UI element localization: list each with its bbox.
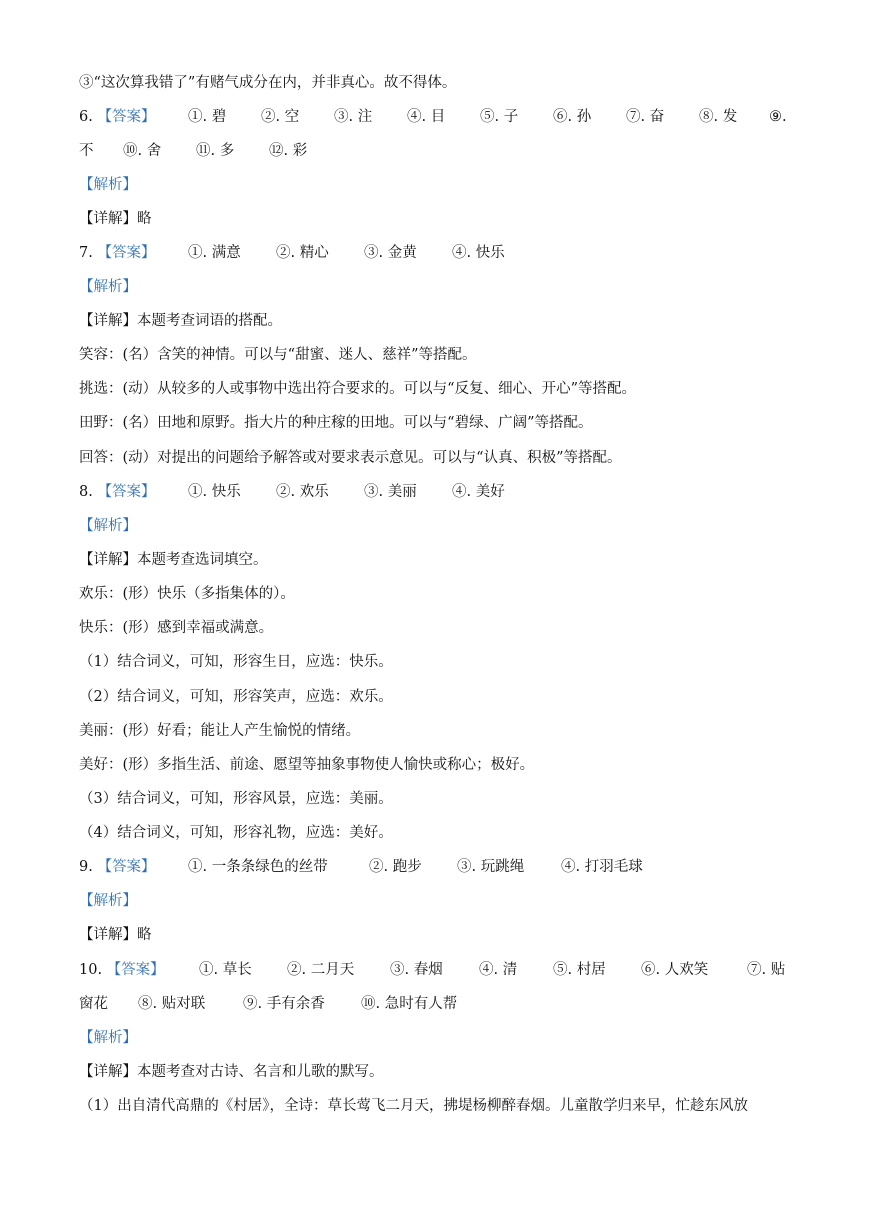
answer-item: ⑩. 舍 xyxy=(123,143,162,159)
text-line: （4）结合词义，可知，形容礼物，应选：美好。 xyxy=(79,825,393,841)
answer-item: ③. 春烟 xyxy=(390,962,443,978)
analysis-tag: 【解析】 xyxy=(79,279,137,295)
answer-item: ④. 清 xyxy=(479,962,518,978)
analysis-tag: 【解析】 xyxy=(79,518,137,534)
text-line: 快乐：(形）感到幸福或满意。 xyxy=(79,620,274,636)
analysis-tag: 【解析】 xyxy=(79,893,137,909)
answer-tag: 【答案】 xyxy=(97,484,156,500)
analysis-tag: 【解析】 xyxy=(79,1030,137,1046)
answer-item: ①. 草长 xyxy=(199,962,252,978)
answer-item: ⑤. 村居 xyxy=(553,962,606,978)
answer-line xyxy=(79,241,793,265)
text-line: （1）出自清代高鼎的《村居》，全诗：草长莺飞二月天，拂堤杨柳醉春烟。儿童散学归来早，忙趁东风放 xyxy=(79,1098,748,1114)
text-line: 【详解】本题考查对古诗、名言和儿歌的默写。 xyxy=(79,1064,384,1080)
answer-line xyxy=(79,139,793,163)
text-line: 田野：(名）田地和原野。指大片的种庄稼的田地。可以与“碧绿、广阔”等搭配。 xyxy=(79,415,593,431)
answer-item: ②. 精心 xyxy=(276,245,329,261)
question-number: 10. xyxy=(79,962,107,978)
answer-item: ⑧. 贴对联 xyxy=(138,996,206,1012)
answer-tag: 【答案】 xyxy=(97,245,156,261)
answer-item: ⑪. 多 xyxy=(196,143,235,159)
answer-item: ②. 欢乐 xyxy=(276,484,329,500)
text-line: 【详解】略 xyxy=(79,211,152,227)
answer-item: ④. 打羽毛球 xyxy=(561,859,643,875)
answer-item: 不 xyxy=(79,143,94,159)
text-line: 回答：(动）对提出的问题给予解答或对要求表示意见。可以与“认真、积极”等搭配。 xyxy=(79,450,622,466)
text-line: 挑选：(动）从较多的人或事物中选出符合要求的。可以与“反复、细心、开心”等搭配。 xyxy=(79,381,636,397)
text-line: 【详解】本题考查选词填空。 xyxy=(79,552,268,568)
answer-item: ⑦. 贴 xyxy=(747,962,786,978)
answer-item: ⑧. 发 xyxy=(699,109,738,125)
answer-line xyxy=(79,855,793,879)
question-number: 7. xyxy=(79,245,98,261)
answer-item: ③. 注 xyxy=(334,109,373,125)
answer-item: ①. 碧 xyxy=(188,109,227,125)
answer-tag: 【答案】 xyxy=(106,962,165,978)
text-line: 美好：(形）多指生活、前途、愿望等抽象事物使人愉快或称心；极好。 xyxy=(79,757,535,773)
text-line: 美丽：(形）好看；能让人产生愉悦的情绪。 xyxy=(79,723,361,739)
text-line: （1）结合词义，可知，形容生日，应选：快乐。 xyxy=(79,654,393,670)
answer-item: ④. 美好 xyxy=(452,484,505,500)
answer-item: ⑥. 人欢笑 xyxy=(641,962,709,978)
answer-tag: 【答案】 xyxy=(97,109,156,125)
text-line: 笑容：(名）含笑的神情。可以与“甜蜜、迷人、慈祥”等搭配。 xyxy=(79,347,477,363)
answer-line xyxy=(79,480,793,504)
answer-item: ①. 快乐 xyxy=(188,484,241,500)
answer-item: ⑩. 急时有人帮 xyxy=(361,996,458,1012)
text-line: 【详解】本题考查词语的搭配。 xyxy=(79,313,282,329)
text-line: （2）结合词义，可知，形容笑声，应选：欢乐。 xyxy=(79,689,393,705)
text-line: ③“这次算我错了”有赌气成分在内，并非真心。故不得体。 xyxy=(79,75,457,91)
text-line: （3）结合词义，可知，形容风景，应选：美丽。 xyxy=(79,791,393,807)
text-line: 欢乐：(形）快乐（多指集体的）。 xyxy=(79,586,295,602)
answer-item: ⑦. 奋 xyxy=(626,109,665,125)
text-line: 【详解】略 xyxy=(79,927,152,943)
answer-item: ②. 二月天 xyxy=(287,962,355,978)
answer-item: ⑤. 子 xyxy=(480,109,519,125)
answer-item: ③. 玩跳绳 xyxy=(457,859,525,875)
answer-tag: 【答案】 xyxy=(97,859,156,875)
answer-item: ③. 美丽 xyxy=(364,484,417,500)
answer-item: ①. 一条条绿色的丝带 xyxy=(188,859,328,875)
answer-item: ③. 金黄 xyxy=(364,245,417,261)
question-number: 8. xyxy=(79,484,98,500)
answer-item: 窗花 xyxy=(79,996,108,1012)
answer-line xyxy=(79,958,793,982)
answer-line xyxy=(79,992,793,1016)
question-number: 6. xyxy=(79,109,98,125)
answer-line xyxy=(79,105,793,129)
answer-item: ②. 跑步 xyxy=(369,859,422,875)
answer-item: ⑥. 孙 xyxy=(553,109,592,125)
analysis-tag: 【解析】 xyxy=(79,177,137,193)
answer-item: ⑨. 手有余香 xyxy=(243,996,325,1012)
answer-item: ⑨. xyxy=(769,109,787,125)
question-number: 9. xyxy=(79,859,98,875)
answer-item: ②. 空 xyxy=(261,109,300,125)
answer-item: ④. 快乐 xyxy=(452,245,505,261)
answer-item: ⑫. 彩 xyxy=(269,143,308,159)
answer-item: ④. 目 xyxy=(407,109,446,125)
answer-item: ①. 满意 xyxy=(188,245,241,261)
